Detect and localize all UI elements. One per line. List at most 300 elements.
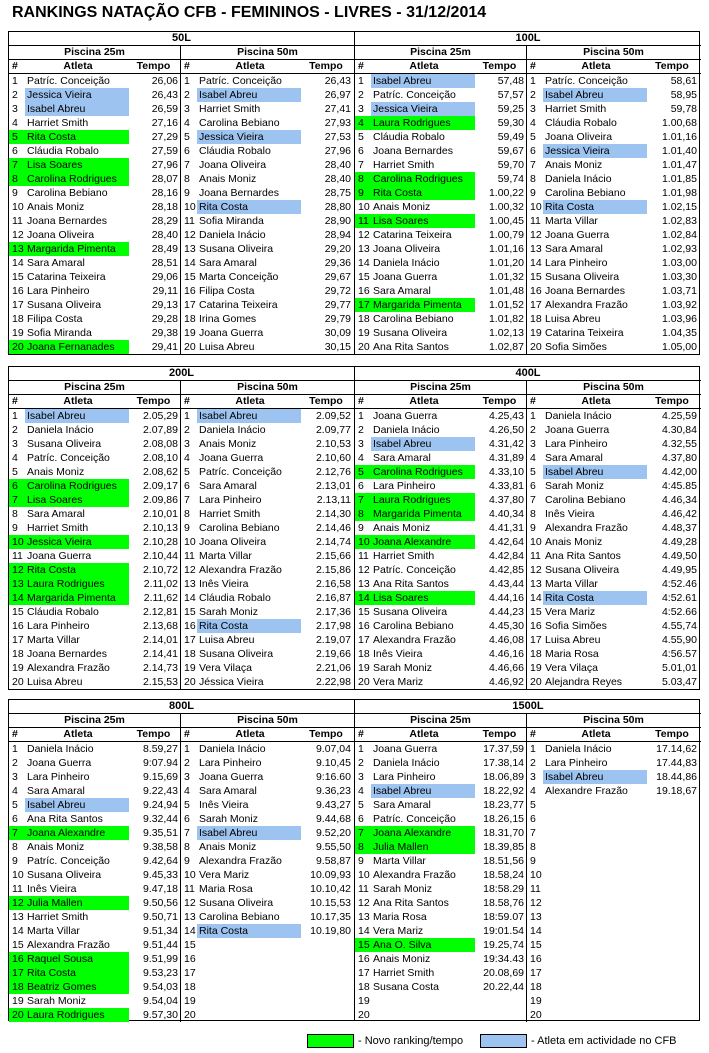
rank-cell: 17 — [184, 299, 196, 311]
rank-cell: 9 — [184, 855, 190, 867]
rank-cell: 12 — [12, 229, 24, 241]
rank-cell: 14 — [358, 257, 370, 269]
time-cell: 28,40 — [324, 173, 351, 185]
athlete-cell: Carolina Rodrigues — [371, 172, 475, 186]
table-row — [9, 242, 354, 256]
time-cell: 4.55,90 — [661, 634, 697, 646]
time-cell: 20.22,44 — [475, 980, 527, 994]
rank-cell: 3 — [530, 103, 536, 115]
rank-cell: 13 — [530, 911, 542, 923]
time-cell — [647, 896, 699, 910]
rank-cell: 14 — [12, 257, 24, 269]
rank-cell: 2 — [358, 757, 364, 769]
rank-cell: 3 — [184, 438, 190, 450]
time-cell: 1.01,47 — [661, 159, 697, 171]
rank-cell: 12 — [184, 897, 196, 909]
athlete-cell: Anais Moniz — [373, 201, 431, 213]
table-row — [355, 952, 701, 966]
athlete-cell: Sara Amaral — [199, 257, 257, 269]
time-cell: 4.41,31 — [475, 521, 527, 535]
table-row — [355, 270, 701, 284]
rank-cell: 8 — [12, 841, 18, 853]
athlete-cell: Alexandra Frazão — [373, 869, 456, 881]
athlete-cell: Susana Oliveira — [373, 606, 448, 618]
athlete-cell: Jessica Vieira — [543, 144, 647, 158]
table-row — [9, 256, 354, 270]
rank-cell: 13 — [358, 911, 370, 923]
table-row — [9, 340, 354, 354]
event-title: 800L — [9, 700, 354, 714]
time-cell: 1.01,82 — [475, 312, 527, 326]
rank-header: # — [530, 728, 536, 740]
table-row — [355, 102, 701, 116]
table-row — [355, 994, 701, 1008]
table-row — [355, 465, 701, 479]
rank-cell: 12 — [530, 564, 542, 576]
time-cell: 1.01,85 — [661, 173, 697, 185]
rank-cell: 10 — [355, 535, 371, 549]
table-row — [355, 770, 701, 784]
pool-25m-label: Piscina 25m — [355, 46, 527, 59]
athlete-cell — [543, 994, 647, 1008]
time-cell: 26,06 — [129, 74, 181, 88]
athlete-cell: Daniela Inácio — [545, 410, 612, 422]
time-cell: 1.00,79 — [475, 228, 527, 242]
athlete-cell: Ana Rita Santos — [545, 550, 621, 562]
time-cell: 59,74 — [475, 172, 527, 186]
rank-header: # — [530, 395, 536, 407]
athlete-cell: Rita Costa — [543, 591, 647, 605]
time-cell: 29,36 — [324, 257, 351, 269]
time-cell: 2.17,98 — [315, 620, 351, 632]
time-cell: 4.33,10 — [475, 465, 527, 479]
time-cell: 27,93 — [324, 117, 351, 129]
athlete-cell: Catarina Teixeira — [27, 271, 106, 283]
rank-cell: 19 — [530, 327, 542, 339]
rank-header: # — [184, 395, 190, 407]
rank-cell: 17 — [12, 299, 24, 311]
athlete-cell: Cláudia Robalo — [199, 145, 271, 157]
pool-header — [355, 46, 701, 60]
athlete-cell: Sarah Moniz — [545, 480, 604, 492]
athlete-cell: Vera Vilaça — [545, 662, 598, 674]
time-cell: 59,67 — [475, 144, 527, 158]
athlete-cell: Patríc. Conceição — [545, 75, 628, 87]
athlete-cell: Rita Costa — [197, 619, 301, 633]
table-row — [355, 980, 701, 994]
time-cell: 4.48,37 — [661, 522, 697, 534]
rank-cell: 4 — [12, 117, 18, 129]
athlete-cell: Anais Moniz — [545, 159, 603, 171]
page-title: RANKINGS NATAÇÃO CFB - FEMININOS - LIVRES - 31/12/2014 — [12, 4, 487, 21]
table-row — [9, 130, 354, 144]
pool-25m-label: Piscina 25m — [9, 381, 181, 394]
table-row — [355, 826, 701, 840]
time-cell: 59,25 — [475, 102, 527, 116]
table-row — [355, 882, 701, 896]
time-cell: 1.03,92 — [661, 299, 697, 311]
athlete-cell — [543, 840, 647, 854]
athlete-cell: Sarah Moniz — [199, 606, 258, 618]
rank-cell: 3 — [12, 438, 18, 450]
rank-cell: 17 — [12, 634, 24, 646]
table-row — [9, 675, 354, 689]
table-row — [355, 493, 701, 507]
rank-cell: 6 — [184, 813, 190, 825]
event-block — [355, 367, 701, 689]
athlete-header: Atleta — [581, 60, 611, 72]
rank-cell: 16 — [358, 953, 370, 965]
athlete-cell: Jessica Vieira — [371, 102, 475, 116]
athlete-cell: Joana Bernardes — [27, 215, 107, 227]
rank-cell: 1 — [358, 410, 364, 422]
athlete-cell: Joana Guerra — [373, 271, 438, 283]
athlete-cell: Lara Pinheiro — [545, 257, 608, 269]
table-row — [9, 88, 354, 102]
rank-cell: 18 — [9, 980, 25, 994]
athlete-cell: Alexandra Frazão — [545, 299, 628, 311]
time-cell: 1.02,13 — [475, 326, 527, 340]
rank-cell: 6 — [530, 813, 536, 825]
athlete-cell: Margarida Pimenta — [371, 507, 475, 521]
table-row — [355, 409, 701, 423]
rank-cell: 1 — [530, 743, 536, 755]
rank-cell: 6 — [9, 479, 25, 493]
athlete-cell: Daniela Inácio — [27, 424, 94, 436]
athlete-cell: Lara Pinheiro — [545, 757, 608, 769]
table-row — [9, 200, 354, 214]
time-cell: 4.46,92 — [475, 675, 527, 689]
athlete-cell — [197, 1008, 301, 1022]
rank-cell: 15 — [12, 271, 24, 283]
time-cell: 4.33,81 — [475, 479, 527, 493]
athlete-cell — [543, 826, 647, 840]
athlete-cell: Sara Amaral — [199, 480, 257, 492]
rank-cell: 10 — [9, 535, 25, 549]
time-cell — [647, 994, 699, 1008]
table-row — [9, 577, 354, 591]
athlete-cell: Ana O. Silva — [371, 938, 475, 952]
athlete-cell: Joana Guerra — [27, 757, 92, 769]
athlete-cell: Daniela Inácio — [27, 743, 94, 755]
time-cell: 28,40 — [324, 159, 351, 171]
time-header: Tempo — [309, 395, 343, 407]
athlete-cell: Laura Rodrigues — [371, 493, 475, 507]
athlete-cell: Susana Oliveira — [199, 648, 274, 660]
time-cell: 4:52.46 — [661, 578, 697, 590]
rank-header: # — [530, 60, 536, 72]
rank-cell: 18 — [12, 648, 24, 660]
rank-cell: 11 — [12, 215, 23, 227]
time-cell: 10.15,53 — [310, 897, 351, 909]
rank-cell: 6 — [12, 813, 18, 825]
athlete-cell: Lara Pinheiro — [27, 620, 90, 632]
rank-cell: 14 — [355, 591, 371, 605]
rank-cell: 3 — [184, 103, 190, 115]
time-cell: 4.49,28 — [661, 536, 697, 548]
rank-cell: 5 — [530, 131, 536, 143]
table-row — [9, 437, 354, 451]
athlete-cell: Carolina Rodrigues — [371, 465, 475, 479]
table-row — [355, 479, 701, 493]
athlete-cell: Sara Amaral — [27, 785, 85, 797]
time-cell: 28,94 — [324, 229, 351, 241]
table-row — [9, 840, 354, 854]
table-row — [355, 647, 701, 661]
athlete-cell: Raquel Sousa — [25, 952, 129, 966]
time-cell: 2.17,36 — [315, 606, 351, 618]
athlete-cell: Harriet Smith — [27, 522, 89, 534]
athlete-cell: Joana Oliveira — [27, 229, 95, 241]
time-cell: 1.03,30 — [661, 271, 697, 283]
rank-cell: 10 — [184, 201, 196, 213]
pool-header — [9, 714, 354, 728]
rank-cell: 12 — [530, 229, 542, 241]
athlete-cell: Lara Pinheiro — [373, 480, 436, 492]
time-cell — [647, 938, 699, 952]
rank-cell: 20 — [358, 341, 370, 353]
pool-50m-label: Piscina 50m — [583, 46, 644, 58]
athlete-cell — [543, 1008, 647, 1022]
table-row — [355, 437, 701, 451]
table-row — [9, 770, 354, 784]
time-cell: 2.10,60 — [315, 452, 351, 464]
athlete-cell: Anais Moniz — [199, 438, 257, 450]
time-cell: 28,49 — [129, 242, 181, 256]
athlete-cell: Carolina Rodrigues — [25, 479, 129, 493]
athlete-cell: Daniela Inácio — [199, 743, 266, 755]
athlete-cell: Susana Oliveira — [199, 897, 274, 909]
rank-cell: 3 — [184, 771, 190, 783]
time-cell: 4.40,34 — [475, 507, 527, 521]
time-cell: 2.09,17 — [129, 479, 181, 493]
time-cell: 1.00,32 — [475, 200, 527, 214]
athlete-cell: Alexandra Frazão — [199, 564, 282, 576]
table-row — [355, 605, 701, 619]
table-row — [355, 144, 701, 158]
rank-cell: 12 — [358, 564, 370, 576]
table-row — [9, 270, 354, 284]
table-row — [355, 868, 701, 882]
time-cell: 9.32,44 — [129, 812, 181, 826]
pool-50m-label: Piscina 50m — [583, 381, 644, 393]
rank-cell: 11 — [184, 883, 195, 895]
time-cell: 4.44,16 — [475, 591, 527, 605]
athlete-cell: Carolina Bebiano — [27, 187, 108, 199]
rank-cell: 9 — [530, 855, 536, 867]
athlete-cell: Joana Guerra — [373, 743, 438, 755]
time-cell: 4.46,42 — [661, 508, 697, 520]
athlete-cell: Sarah Moniz — [373, 883, 432, 895]
time-cell: 18.58,24 — [475, 868, 527, 882]
rank-cell: 9 — [12, 855, 18, 867]
time-cell: 1.01,98 — [661, 187, 697, 199]
rank-cell: 7 — [184, 494, 190, 506]
table-row — [355, 186, 701, 200]
table-row — [355, 840, 701, 854]
athlete-cell: Marta Villar — [545, 215, 598, 227]
rank-cell: 5 — [12, 466, 18, 478]
time-cell: 18.22,92 — [475, 784, 527, 798]
rank-cell: 18 — [12, 313, 24, 325]
athlete-cell: Susana Oliveira — [373, 327, 448, 339]
athlete-cell: Alexandra Frazão — [199, 855, 282, 867]
athlete-cell: Joana Guerra — [199, 452, 264, 464]
table-row — [355, 521, 701, 535]
legend-swatch-new-ranking — [307, 1034, 354, 1048]
table-row — [355, 577, 701, 591]
rank-cell: 17 — [184, 634, 196, 646]
time-cell: 2.14,41 — [129, 647, 181, 661]
time-cell: 28,18 — [129, 200, 181, 214]
table-row — [9, 312, 354, 326]
table-row — [9, 521, 354, 535]
time-cell: 2.09,52 — [315, 410, 351, 422]
table-row — [9, 924, 354, 938]
rank-cell: 9 — [184, 522, 190, 534]
time-cell: 2.10,01 — [129, 507, 181, 521]
rank-cell: 13 — [9, 577, 25, 591]
table-row — [355, 284, 701, 298]
athlete-cell — [543, 952, 647, 966]
time-cell: 2.13,11 — [316, 494, 351, 506]
time-cell: 2.11,02 — [129, 577, 181, 591]
rank-cell: 6 — [184, 145, 190, 157]
rank-cell: 19 — [12, 995, 24, 1007]
table-row — [355, 88, 701, 102]
rank-cell: 11 — [184, 550, 195, 562]
time-cell — [647, 966, 699, 980]
time-cell — [647, 882, 699, 896]
rank-cell: 8 — [184, 173, 190, 185]
athlete-cell: Sara Amaral — [545, 452, 603, 464]
table-row — [9, 451, 354, 465]
rank-cell: 19 — [530, 995, 542, 1007]
rank-cell: 2 — [530, 89, 536, 101]
time-cell: 28,75 — [324, 187, 351, 199]
athlete-header: Atleta — [581, 728, 611, 740]
time-header: Tempo — [309, 60, 343, 72]
table-row — [9, 812, 354, 826]
time-cell: 9.36,23 — [315, 785, 351, 797]
table-row — [9, 784, 354, 798]
rank-cell: 14 — [184, 592, 196, 604]
table-row — [9, 619, 354, 633]
athlete-cell: Daniela Inácio — [373, 257, 440, 269]
athlete-cell: Maria Rosa — [545, 648, 599, 660]
rank-cell: 20 — [9, 1008, 25, 1022]
rank-cell: 6 — [184, 480, 190, 492]
rank-cell: 11 — [355, 214, 371, 228]
athlete-cell — [197, 938, 301, 952]
table-row — [355, 633, 701, 647]
time-header: Tempo — [655, 60, 689, 72]
time-cell: 1.00,45 — [475, 214, 527, 228]
time-cell: 1.02,93 — [661, 243, 697, 255]
table-row — [9, 326, 354, 340]
athlete-cell: Alejandra Reyes — [545, 676, 623, 688]
athlete-cell: Isabel Abreu — [197, 409, 301, 423]
time-cell — [647, 910, 699, 924]
time-cell: 1.02,87 — [475, 340, 527, 354]
table-row — [9, 798, 354, 812]
time-cell: 4.44,23 — [475, 605, 527, 619]
table-row — [9, 882, 354, 896]
time-cell: 4.32,55 — [661, 438, 697, 450]
time-cell: 9.50,71 — [129, 910, 181, 924]
rank-cell: 15 — [530, 271, 542, 283]
athlete-cell: Susana Oliveira — [27, 869, 102, 881]
rank-cell: 19 — [358, 327, 370, 339]
athlete-cell: Isabel Abreu — [197, 88, 301, 102]
time-cell: 5.01,01 — [661, 662, 697, 674]
rank-cell: 14 — [12, 925, 24, 937]
time-cell: 2.12,76 — [315, 466, 351, 478]
rank-cell: 10 — [530, 869, 542, 881]
legend-label-active-athlete: - Atleta em actividade no CFB — [531, 1035, 677, 1047]
rank-cell: 8 — [184, 841, 190, 853]
time-cell: 2.19,07 — [315, 634, 351, 646]
pool-25m-label: Piscina 25m — [355, 381, 527, 394]
athlete-cell: Daniela Inácio — [545, 743, 612, 755]
rank-cell: 2 — [12, 757, 18, 769]
table-row — [9, 966, 354, 980]
time-cell — [647, 826, 699, 840]
time-cell: 4.42,64 — [475, 535, 527, 549]
time-cell: 27,59 — [129, 144, 181, 158]
time-cell: 27,96 — [324, 145, 351, 157]
rank-cell: 13 — [530, 243, 542, 255]
table-row — [355, 563, 701, 577]
rank-cell: 7 — [9, 826, 25, 840]
athlete-cell: Luisa Abreu — [199, 341, 255, 353]
time-header: Tempo — [655, 728, 689, 740]
time-cell: 4.42,85 — [475, 563, 527, 577]
time-cell: 9:16.60 — [315, 771, 351, 783]
athlete-cell: Sofia Simões — [545, 341, 607, 353]
athlete-cell: Carolina Bebiano — [199, 522, 280, 534]
athlete-header: Atleta — [409, 60, 439, 72]
rank-cell: 2 — [530, 424, 536, 436]
time-cell: 10.19,80 — [310, 925, 351, 937]
rank-cell: 17 — [184, 967, 196, 979]
rank-cell: 9 — [530, 522, 536, 534]
rank-cell: 16 — [184, 953, 196, 965]
rank-cell: 4 — [530, 785, 536, 797]
athlete-cell: Ana Rita Santos — [373, 578, 449, 590]
time-cell: 26,97 — [324, 89, 351, 101]
rank-cell: 7 — [530, 159, 536, 171]
table-row — [355, 619, 701, 633]
rank-cell: 20 — [358, 1009, 370, 1021]
rank-cell: 15 — [184, 939, 196, 951]
rank-cell: 15 — [530, 606, 542, 618]
time-cell: 2.16,58 — [315, 578, 351, 590]
table-row — [9, 549, 354, 563]
athlete-cell: Harriet Smith — [373, 967, 435, 979]
athlete-cell: Isabel Abreu — [543, 465, 647, 479]
rank-cell: 8 — [355, 507, 371, 521]
rank-cell: 16 — [12, 620, 24, 632]
rank-cell: 11 — [530, 883, 541, 895]
rank-cell: 10 — [358, 201, 370, 213]
time-cell: 27,16 — [129, 116, 181, 130]
athlete-header: Atleta — [235, 395, 265, 407]
athlete-cell: Marta Villar — [27, 634, 80, 646]
table-row — [355, 1008, 701, 1022]
table-row — [355, 200, 701, 214]
time-cell: 2.10,44 — [129, 549, 181, 563]
